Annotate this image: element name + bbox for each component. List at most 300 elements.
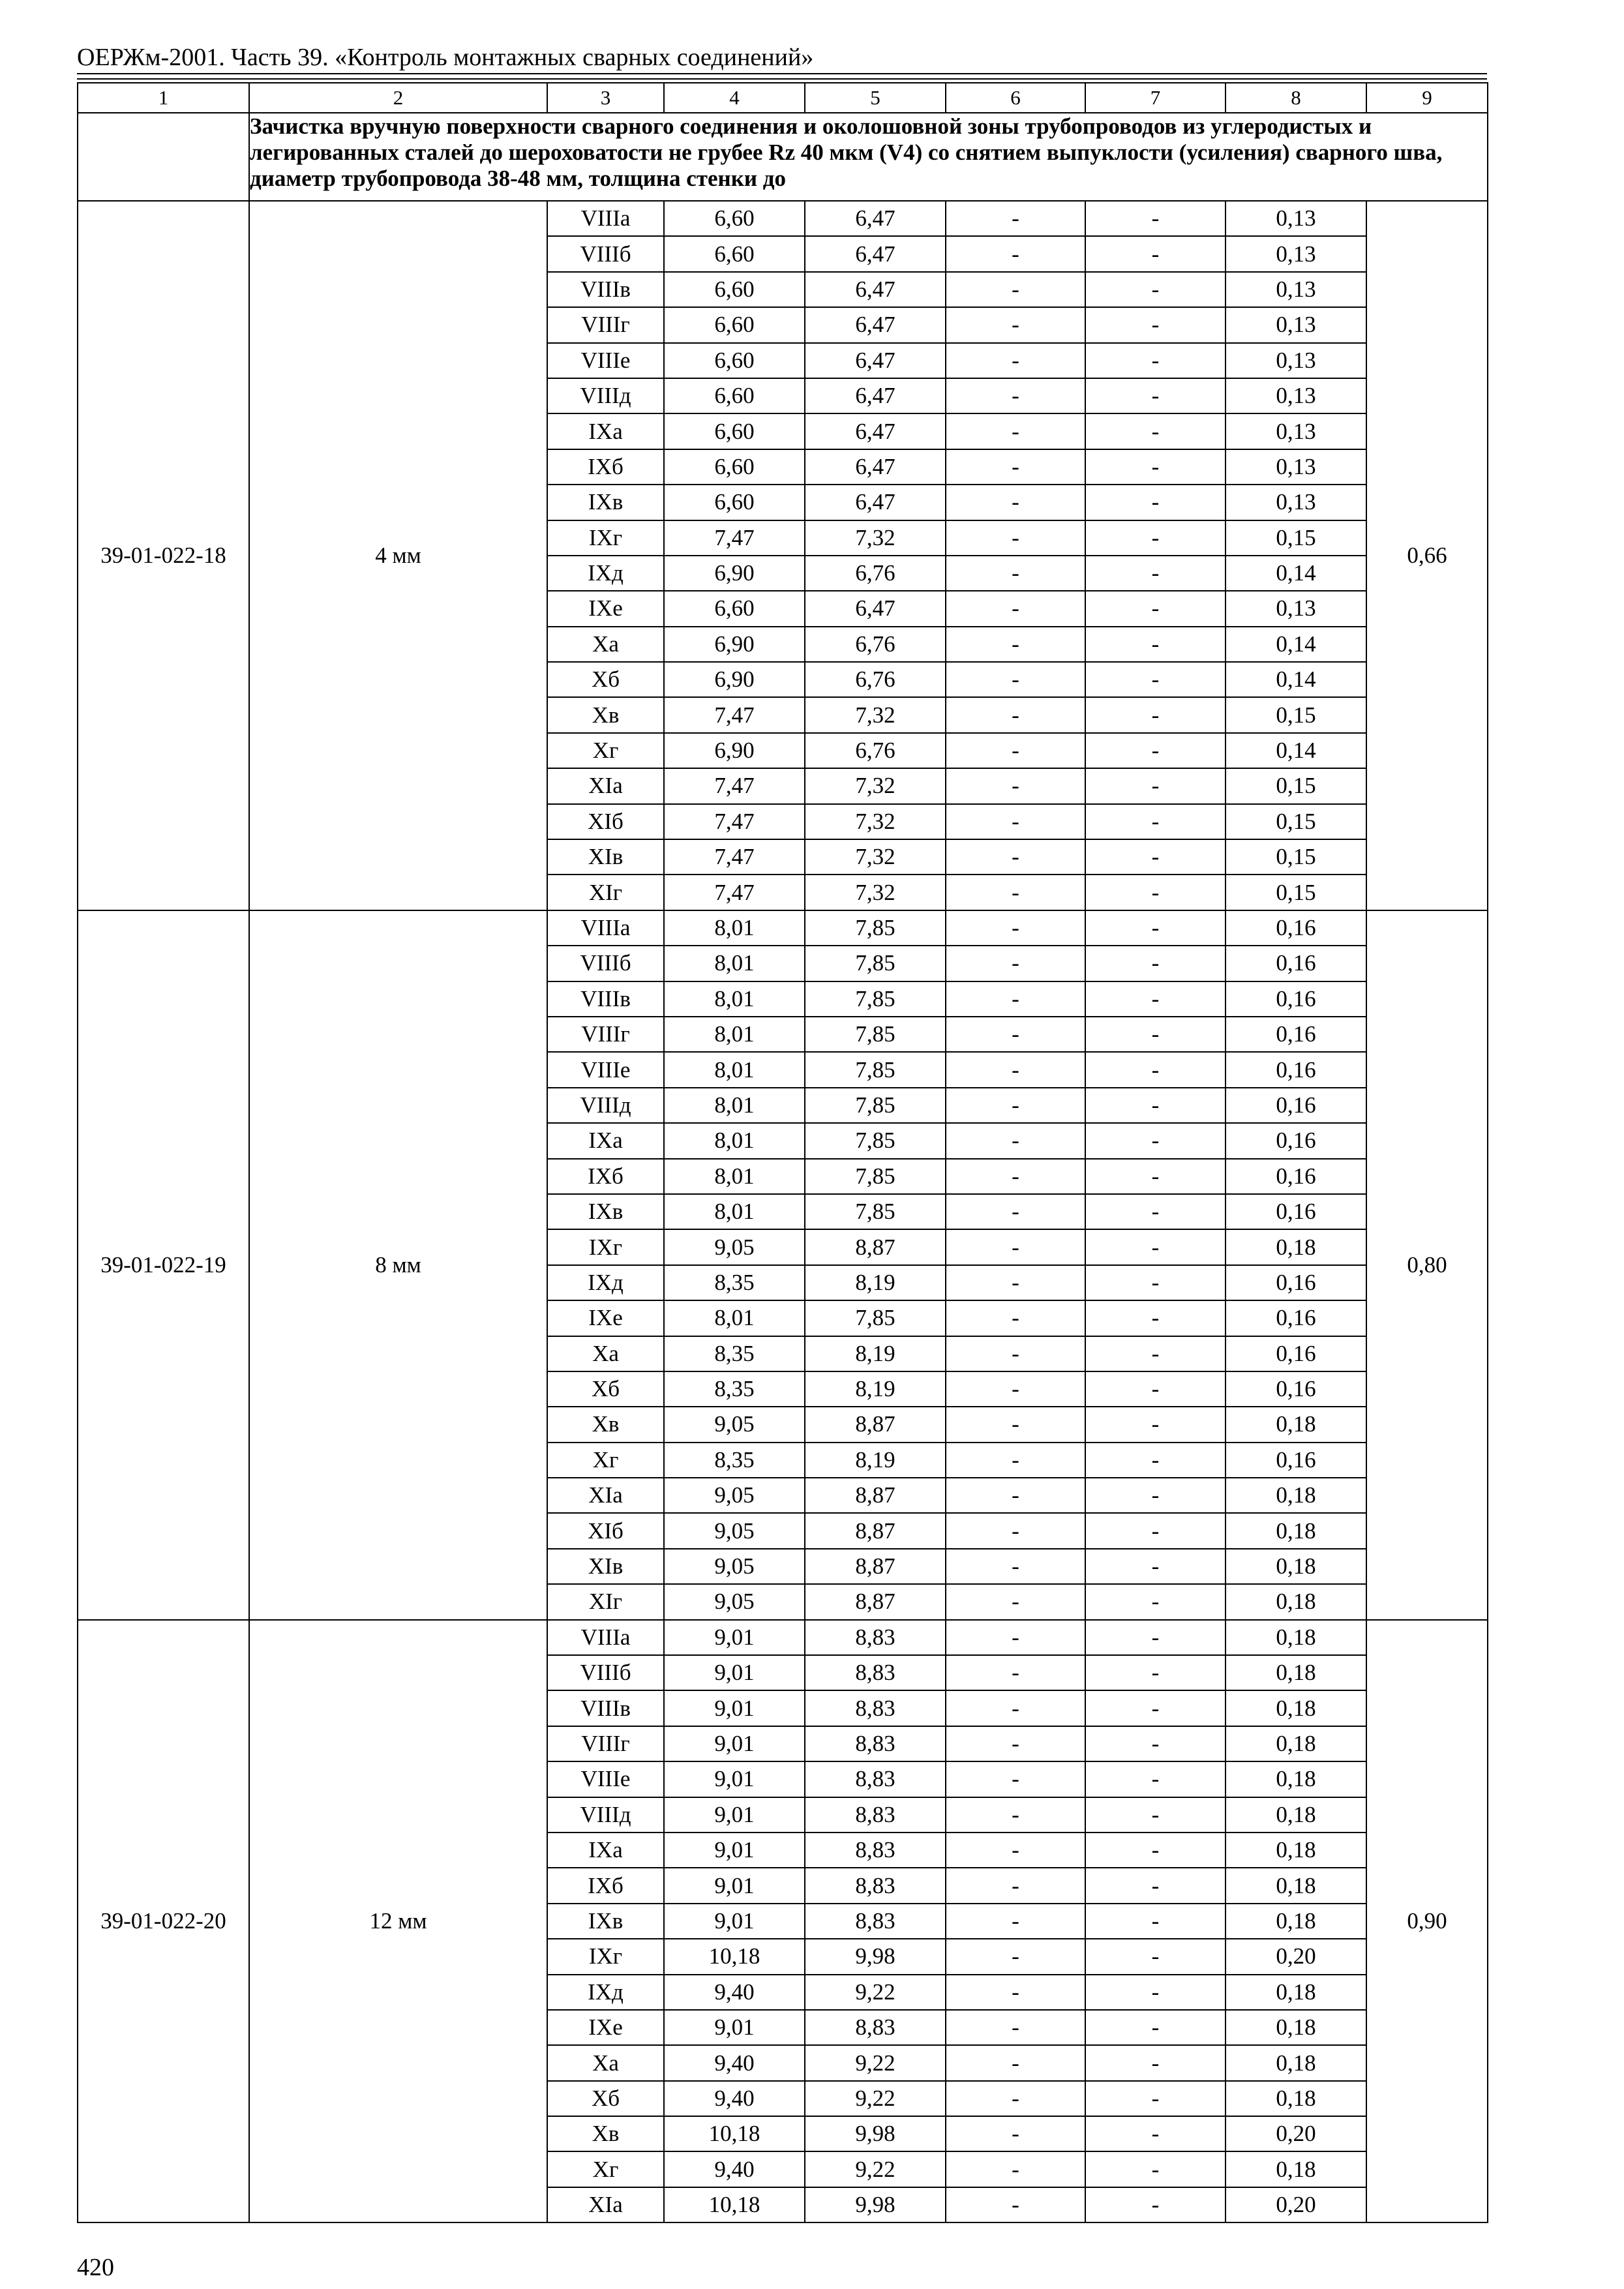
- column-number: 3: [547, 83, 664, 113]
- rate-code: 39-01-022-18: [78, 201, 249, 910]
- col6-value: -: [946, 839, 1085, 875]
- col7-value: -: [1085, 1761, 1226, 1797]
- col4-value: 7,47: [664, 768, 805, 803]
- col5-value: 7,32: [805, 697, 946, 732]
- col4-value: 9,01: [664, 1620, 805, 1655]
- pipe-grade-cell: VIIIа: [547, 201, 664, 236]
- col6-value: -: [946, 697, 1085, 732]
- col8-value: 0,13: [1226, 343, 1366, 378]
- col6-value: -: [946, 378, 1085, 413]
- col4-value: 9,01: [664, 1690, 805, 1726]
- col7-value: -: [1085, 804, 1226, 839]
- col7-value: -: [1085, 1620, 1226, 1655]
- col8-value: 0,13: [1226, 201, 1366, 236]
- pipe-grade-cell: Xа: [547, 627, 664, 662]
- pipe-grade-cell: VIIIа: [547, 1620, 664, 1655]
- pipe-grade-cell: VIIIд: [547, 378, 664, 413]
- col5-value: 8,87: [805, 1513, 946, 1548]
- wall-thickness: 4 мм: [249, 201, 547, 910]
- col4-value: 9,05: [664, 1407, 805, 1442]
- col7-value: -: [1085, 1443, 1226, 1478]
- col5-value: 6,47: [805, 343, 946, 378]
- col7-value: -: [1085, 1159, 1226, 1194]
- col8-value: 0,13: [1226, 272, 1366, 307]
- col6-value: -: [946, 910, 1085, 946]
- col8-value: 0,13: [1226, 307, 1366, 342]
- col6-value: -: [946, 520, 1085, 556]
- col5-value: 8,19: [805, 1371, 946, 1407]
- table-body: [78, 83, 1488, 2222]
- col8-value: 0,18: [1226, 1229, 1366, 1264]
- col6-value: -: [946, 1797, 1085, 1833]
- col7-value: -: [1085, 981, 1226, 1017]
- col5-value: 8,83: [805, 2010, 946, 2045]
- col8-value: 0,16: [1226, 1371, 1366, 1407]
- col7-value: -: [1085, 1336, 1226, 1371]
- pipe-grade-cell: IXг: [547, 1939, 664, 1974]
- col8-value: 0,16: [1226, 1265, 1366, 1300]
- col8-value: 0,18: [1226, 1797, 1366, 1833]
- pipe-grade-cell: Xв: [547, 697, 664, 732]
- pipe-grade-cell: VIIIб: [547, 1655, 664, 1690]
- pipe-grade-cell: VIIIг: [547, 1726, 664, 1761]
- col6-value: -: [946, 1088, 1085, 1123]
- col7-value: -: [1085, 1726, 1226, 1761]
- col6-value: -: [946, 591, 1085, 626]
- col6-value: -: [946, 1443, 1085, 1478]
- col5-value: 7,32: [805, 768, 946, 803]
- col8-value: 0,18: [1226, 2010, 1366, 2045]
- col8-value: 0,13: [1226, 591, 1366, 626]
- col4-value: 7,47: [664, 804, 805, 839]
- col4-value: 9,01: [664, 1726, 805, 1761]
- col6-value: -: [946, 1407, 1085, 1442]
- col7-value: -: [1085, 1088, 1226, 1123]
- col8-value: 0,18: [1226, 1868, 1366, 1903]
- col6-value: -: [946, 1017, 1085, 1052]
- col5-value: 8,87: [805, 1229, 946, 1264]
- col8-value: 0,18: [1226, 1833, 1366, 1868]
- col8-value: 0,15: [1226, 804, 1366, 839]
- col8-value: 0,14: [1226, 662, 1366, 697]
- col8-value: 0,13: [1226, 449, 1366, 485]
- col8-value: 0,15: [1226, 697, 1366, 732]
- col7-value: -: [1085, 307, 1226, 342]
- col6-value: -: [946, 1904, 1085, 1939]
- col8-value: 0,18: [1226, 1690, 1366, 1726]
- rate-code: 39-01-022-20: [78, 1620, 249, 2223]
- col5-value: 8,83: [805, 1761, 946, 1797]
- col4-value: 9,05: [664, 1584, 805, 1619]
- col8-value: 0,14: [1226, 556, 1366, 591]
- col6-value: -: [946, 768, 1085, 803]
- pipe-grade-cell: IXд: [547, 1265, 664, 1300]
- col5-value: 7,85: [805, 1123, 946, 1158]
- col5-value: 6,47: [805, 413, 946, 449]
- col4-value: 6,60: [664, 449, 805, 485]
- col6-value: -: [946, 946, 1085, 981]
- col6-value: -: [946, 1939, 1085, 1974]
- col5-value: 6,76: [805, 662, 946, 697]
- col8-value: 0,15: [1226, 875, 1366, 910]
- pipe-grade-cell: Xб: [547, 662, 664, 697]
- col5-value: 8,19: [805, 1336, 946, 1371]
- pipe-grade-cell: XIв: [547, 1549, 664, 1584]
- col6-value: -: [946, 1159, 1085, 1194]
- col5-value: 6,47: [805, 201, 946, 236]
- col7-value: -: [1085, 1407, 1226, 1442]
- col4-value: 9,40: [664, 2045, 805, 2080]
- wall-thickness: 8 мм: [249, 910, 547, 1620]
- col8-value: 0,16: [1226, 1336, 1366, 1371]
- column-number: 7: [1085, 83, 1226, 113]
- col5-value: 8,87: [805, 1478, 946, 1513]
- col6-value: -: [946, 413, 1085, 449]
- col8-value: 0,18: [1226, 2151, 1366, 2187]
- pipe-grade-cell: IXб: [547, 449, 664, 485]
- col7-value: -: [1085, 697, 1226, 732]
- col4-value: 9,40: [664, 2081, 805, 2116]
- col8-value: 0,18: [1226, 2045, 1366, 2080]
- col8-value: 0,16: [1226, 1088, 1366, 1123]
- pipe-grade-cell: XIб: [547, 804, 664, 839]
- col8-value: 0,13: [1226, 413, 1366, 449]
- col6-value: -: [946, 1123, 1085, 1158]
- col8-value: 0,18: [1226, 1975, 1366, 2010]
- col6-value: -: [946, 1336, 1085, 1371]
- col6-value: -: [946, 343, 1085, 378]
- column-number: 1: [78, 83, 249, 113]
- col4-value: 9,01: [664, 1761, 805, 1797]
- col7-value: -: [1085, 910, 1226, 946]
- col4-value: 9,40: [664, 1975, 805, 2010]
- col4-value: 6,60: [664, 485, 805, 520]
- col4-value: 9,05: [664, 1478, 805, 1513]
- col5-value: 7,85: [805, 946, 946, 981]
- col4-value: 9,05: [664, 1229, 805, 1264]
- pipe-grade-cell: VIIIг: [547, 1017, 664, 1052]
- col5-value: 6,76: [805, 627, 946, 662]
- col4-value: 9,01: [664, 1904, 805, 1939]
- col6-value: -: [946, 2187, 1085, 2222]
- col7-value: -: [1085, 733, 1226, 768]
- pipe-grade-cell: VIIIг: [547, 307, 664, 342]
- pipe-grade-cell: VIIIб: [547, 236, 664, 271]
- column-number: 6: [946, 83, 1085, 113]
- col6-value: -: [946, 875, 1085, 910]
- col5-value: 9,22: [805, 2045, 946, 2080]
- col4-value: 8,35: [664, 1443, 805, 1478]
- col5-value: 7,85: [805, 910, 946, 946]
- pipe-grade-cell: IXд: [547, 556, 664, 591]
- pipe-grade-cell: VIIIд: [547, 1797, 664, 1833]
- pipe-grade-cell: VIIIв: [547, 981, 664, 1017]
- pipe-grade-cell: XIа: [547, 1478, 664, 1513]
- col4-value: 8,01: [664, 1194, 805, 1229]
- column-number-row: [78, 83, 1488, 113]
- pipe-grade-cell: IXб: [547, 1159, 664, 1194]
- col6-value: -: [946, 236, 1085, 271]
- col7-value: -: [1085, 449, 1226, 485]
- col7-value: -: [1085, 272, 1226, 307]
- pipe-grade-cell: Xг: [547, 1443, 664, 1478]
- col6-value: -: [946, 1371, 1085, 1407]
- col8-value: 0,15: [1226, 839, 1366, 875]
- col5-value: 8,83: [805, 1797, 946, 1833]
- col4-value: 8,01: [664, 1088, 805, 1123]
- col6-value: -: [946, 1513, 1085, 1548]
- col5-value: 7,32: [805, 804, 946, 839]
- col4-value: 10,18: [664, 1939, 805, 1974]
- col7-value: -: [1085, 1939, 1226, 1974]
- col6-value: -: [946, 1549, 1085, 1584]
- col4-value: 6,60: [664, 378, 805, 413]
- col8-value: 0,18: [1226, 1726, 1366, 1761]
- col6-value: -: [946, 2116, 1085, 2151]
- col4-value: 6,60: [664, 272, 805, 307]
- col8-value: 0,15: [1226, 520, 1366, 556]
- col8-value: 0,14: [1226, 627, 1366, 662]
- col6-value: -: [946, 1620, 1085, 1655]
- section-title-empty-cell: [78, 113, 249, 201]
- col7-value: -: [1085, 839, 1226, 875]
- col4-value: 9,05: [664, 1513, 805, 1548]
- col6-value: -: [946, 2151, 1085, 2187]
- col7-value: -: [1085, 2116, 1226, 2151]
- pipe-grade-cell: XIа: [547, 768, 664, 803]
- col8-value: 0,18: [1226, 1904, 1366, 1939]
- col6-value: -: [946, 804, 1085, 839]
- col6-value: -: [946, 556, 1085, 591]
- col7-value: -: [1085, 591, 1226, 626]
- pipe-grade-cell: VIIIе: [547, 343, 664, 378]
- col6-value: -: [946, 733, 1085, 768]
- col8-value: 0,13: [1226, 378, 1366, 413]
- col6-value: -: [946, 1265, 1085, 1300]
- pipe-grade-cell: IXа: [547, 1123, 664, 1158]
- col5-value: 8,87: [805, 1584, 946, 1619]
- pipe-grade-cell: IXв: [547, 485, 664, 520]
- col4-value: 9,01: [664, 1868, 805, 1903]
- col7-value: -: [1085, 2187, 1226, 2222]
- page-number: 420: [77, 2254, 114, 2281]
- pipe-grade-cell: VIIIв: [547, 272, 664, 307]
- column-number: 9: [1366, 83, 1488, 113]
- pipe-grade-cell: VIIIе: [547, 1761, 664, 1797]
- column-number: 2: [249, 83, 547, 113]
- col6-value: -: [946, 2081, 1085, 2116]
- col5-value: 7,85: [805, 1088, 946, 1123]
- col7-value: -: [1085, 1300, 1226, 1336]
- col6-value: -: [946, 1975, 1085, 2010]
- col7-value: -: [1085, 556, 1226, 591]
- col6-value: -: [946, 1229, 1085, 1264]
- pipe-grade-cell: Xг: [547, 733, 664, 768]
- col4-value: 8,35: [664, 1336, 805, 1371]
- col5-value: 9,98: [805, 2187, 946, 2222]
- col7-value: -: [1085, 520, 1226, 556]
- col4-value: 8,01: [664, 1300, 805, 1336]
- col5-value: 8,83: [805, 1833, 946, 1868]
- col8-value: 0,16: [1226, 946, 1366, 981]
- col6-value: -: [946, 1690, 1085, 1726]
- col8-value: 0,16: [1226, 1443, 1366, 1478]
- pipe-grade-cell: Xв: [547, 1407, 664, 1442]
- table-row: [78, 910, 1488, 946]
- col6-value: -: [946, 449, 1085, 485]
- col5-value: 7,85: [805, 1194, 946, 1229]
- col4-value: 8,01: [664, 1017, 805, 1052]
- col5-value: 8,87: [805, 1549, 946, 1584]
- pipe-grade-cell: IXв: [547, 1194, 664, 1229]
- col5-value: 9,22: [805, 1975, 946, 2010]
- col7-value: -: [1085, 1904, 1226, 1939]
- col5-value: 6,47: [805, 378, 946, 413]
- col7-value: -: [1085, 1690, 1226, 1726]
- col6-value: -: [946, 1052, 1085, 1087]
- col4-value: 9,01: [664, 1655, 805, 1690]
- col5-value: 6,47: [805, 307, 946, 342]
- col6-value: -: [946, 2045, 1085, 2080]
- col8-value: 0,18: [1226, 1761, 1366, 1797]
- col4-value: 10,18: [664, 2116, 805, 2151]
- col4-value: 6,60: [664, 236, 805, 271]
- col4-value: 6,60: [664, 201, 805, 236]
- section-title: Зачистка вручную поверхности сварного соединения и околошовной зоны трубопроводов из углеродистых и легированных сталей до шероховатости не грубее Rz 40 мкм (V4) со снятием выпуклости (усиления) сварного шва, диаметр трубопровода 38-48 мм, толщина стенки до: [249, 113, 1488, 201]
- col5-value: 8,83: [805, 1904, 946, 1939]
- col5-value: 7,32: [805, 839, 946, 875]
- col7-value: -: [1085, 1371, 1226, 1407]
- col8-value: 0,20: [1226, 2116, 1366, 2151]
- pipe-grade-cell: IXе: [547, 2010, 664, 2045]
- col7-value: -: [1085, 1797, 1226, 1833]
- col8-value: 0,18: [1226, 1549, 1366, 1584]
- col8-value: 0,18: [1226, 1513, 1366, 1548]
- col8-value: 0,15: [1226, 768, 1366, 803]
- col6-value: -: [946, 1761, 1085, 1797]
- col4-value: 8,01: [664, 910, 805, 946]
- col5-value: 9,22: [805, 2081, 946, 2116]
- col5-value: 6,47: [805, 485, 946, 520]
- col4-value: 7,47: [664, 520, 805, 556]
- col4-value: 6,90: [664, 662, 805, 697]
- col8-value: 0,14: [1226, 733, 1366, 768]
- pipe-grade-cell: IXа: [547, 413, 664, 449]
- col8-value: 0,16: [1226, 1123, 1366, 1158]
- col4-value: 10,18: [664, 2187, 805, 2222]
- col4-value: 6,90: [664, 627, 805, 662]
- pipe-grade-cell: Xг: [547, 2151, 664, 2187]
- col8-value: 0,18: [1226, 1407, 1366, 1442]
- col6-value: -: [946, 1584, 1085, 1619]
- pipe-grade-cell: Xб: [547, 2081, 664, 2116]
- col5-value: 9,98: [805, 1939, 946, 1974]
- col4-value: 8,01: [664, 1123, 805, 1158]
- col5-value: 8,83: [805, 1655, 946, 1690]
- col5-value: 8,87: [805, 1407, 946, 1442]
- col6-value: -: [946, 981, 1085, 1017]
- col7-value: -: [1085, 343, 1226, 378]
- col7-value: -: [1085, 378, 1226, 413]
- col7-value: -: [1085, 768, 1226, 803]
- col5-value: 6,47: [805, 272, 946, 307]
- col7-value: -: [1085, 236, 1226, 271]
- col8-value: 0,18: [1226, 1478, 1366, 1513]
- col7-value: -: [1085, 1123, 1226, 1158]
- col8-value: 0,18: [1226, 1620, 1366, 1655]
- col8-value: 0,16: [1226, 1159, 1366, 1194]
- col7-value: -: [1085, 1265, 1226, 1300]
- col4-value: 7,47: [664, 875, 805, 910]
- col4-value: 6,90: [664, 733, 805, 768]
- col4-value: 8,01: [664, 1052, 805, 1087]
- col7-value: -: [1085, 946, 1226, 981]
- col7-value: -: [1085, 201, 1226, 236]
- col8-value: 0,13: [1226, 485, 1366, 520]
- col5-value: 7,85: [805, 1052, 946, 1087]
- col4-value: 6,60: [664, 413, 805, 449]
- col6-value: -: [946, 201, 1085, 236]
- column-number: 4: [664, 83, 805, 113]
- col7-value: -: [1085, 2151, 1226, 2187]
- col4-value: 7,47: [664, 697, 805, 732]
- col4-value: 9,40: [664, 2151, 805, 2187]
- col8-value: 0,16: [1226, 1194, 1366, 1229]
- col4-value: 8,35: [664, 1371, 805, 1407]
- header-rule: [77, 73, 1487, 74]
- col6-value: -: [946, 1478, 1085, 1513]
- col7-value: -: [1085, 1549, 1226, 1584]
- col8-value: 0,18: [1226, 2081, 1366, 2116]
- col6-value: -: [946, 627, 1085, 662]
- col7-value: -: [1085, 485, 1226, 520]
- col5-value: 8,19: [805, 1265, 946, 1300]
- col4-value: 8,01: [664, 1159, 805, 1194]
- rate-code: 39-01-022-19: [78, 910, 249, 1620]
- col7-value: -: [1085, 2010, 1226, 2045]
- pipe-grade-cell: XIб: [547, 1513, 664, 1548]
- col6-value: -: [946, 1868, 1085, 1903]
- col9-value: 0,90: [1366, 1620, 1488, 2223]
- pipe-grade-cell: IXб: [547, 1868, 664, 1903]
- col5-value: 8,83: [805, 1868, 946, 1903]
- col5-value: 7,32: [805, 875, 946, 910]
- col7-value: -: [1085, 662, 1226, 697]
- col7-value: -: [1085, 1194, 1226, 1229]
- col5-value: 7,85: [805, 1159, 946, 1194]
- pipe-grade-cell: IXе: [547, 1300, 664, 1336]
- col4-value: 6,60: [664, 307, 805, 342]
- pipe-grade-cell: XIг: [547, 875, 664, 910]
- col6-value: -: [946, 272, 1085, 307]
- col5-value: 9,22: [805, 2151, 946, 2187]
- wall-thickness: 12 мм: [249, 1620, 547, 2223]
- col7-value: -: [1085, 2045, 1226, 2080]
- col8-value: 0,16: [1226, 1017, 1366, 1052]
- pipe-grade-cell: XIг: [547, 1584, 664, 1619]
- pipe-grade-cell: VIIIв: [547, 1690, 664, 1726]
- col4-value: 9,05: [664, 1549, 805, 1584]
- col8-value: 0,20: [1226, 2187, 1366, 2222]
- col7-value: -: [1085, 1655, 1226, 1690]
- col8-value: 0,18: [1226, 1584, 1366, 1619]
- col5-value: 7,85: [805, 1300, 946, 1336]
- col4-value: 6,60: [664, 591, 805, 626]
- col9-value: 0,80: [1366, 910, 1488, 1620]
- col7-value: -: [1085, 1229, 1226, 1264]
- col5-value: 7,32: [805, 520, 946, 556]
- col7-value: -: [1085, 1584, 1226, 1619]
